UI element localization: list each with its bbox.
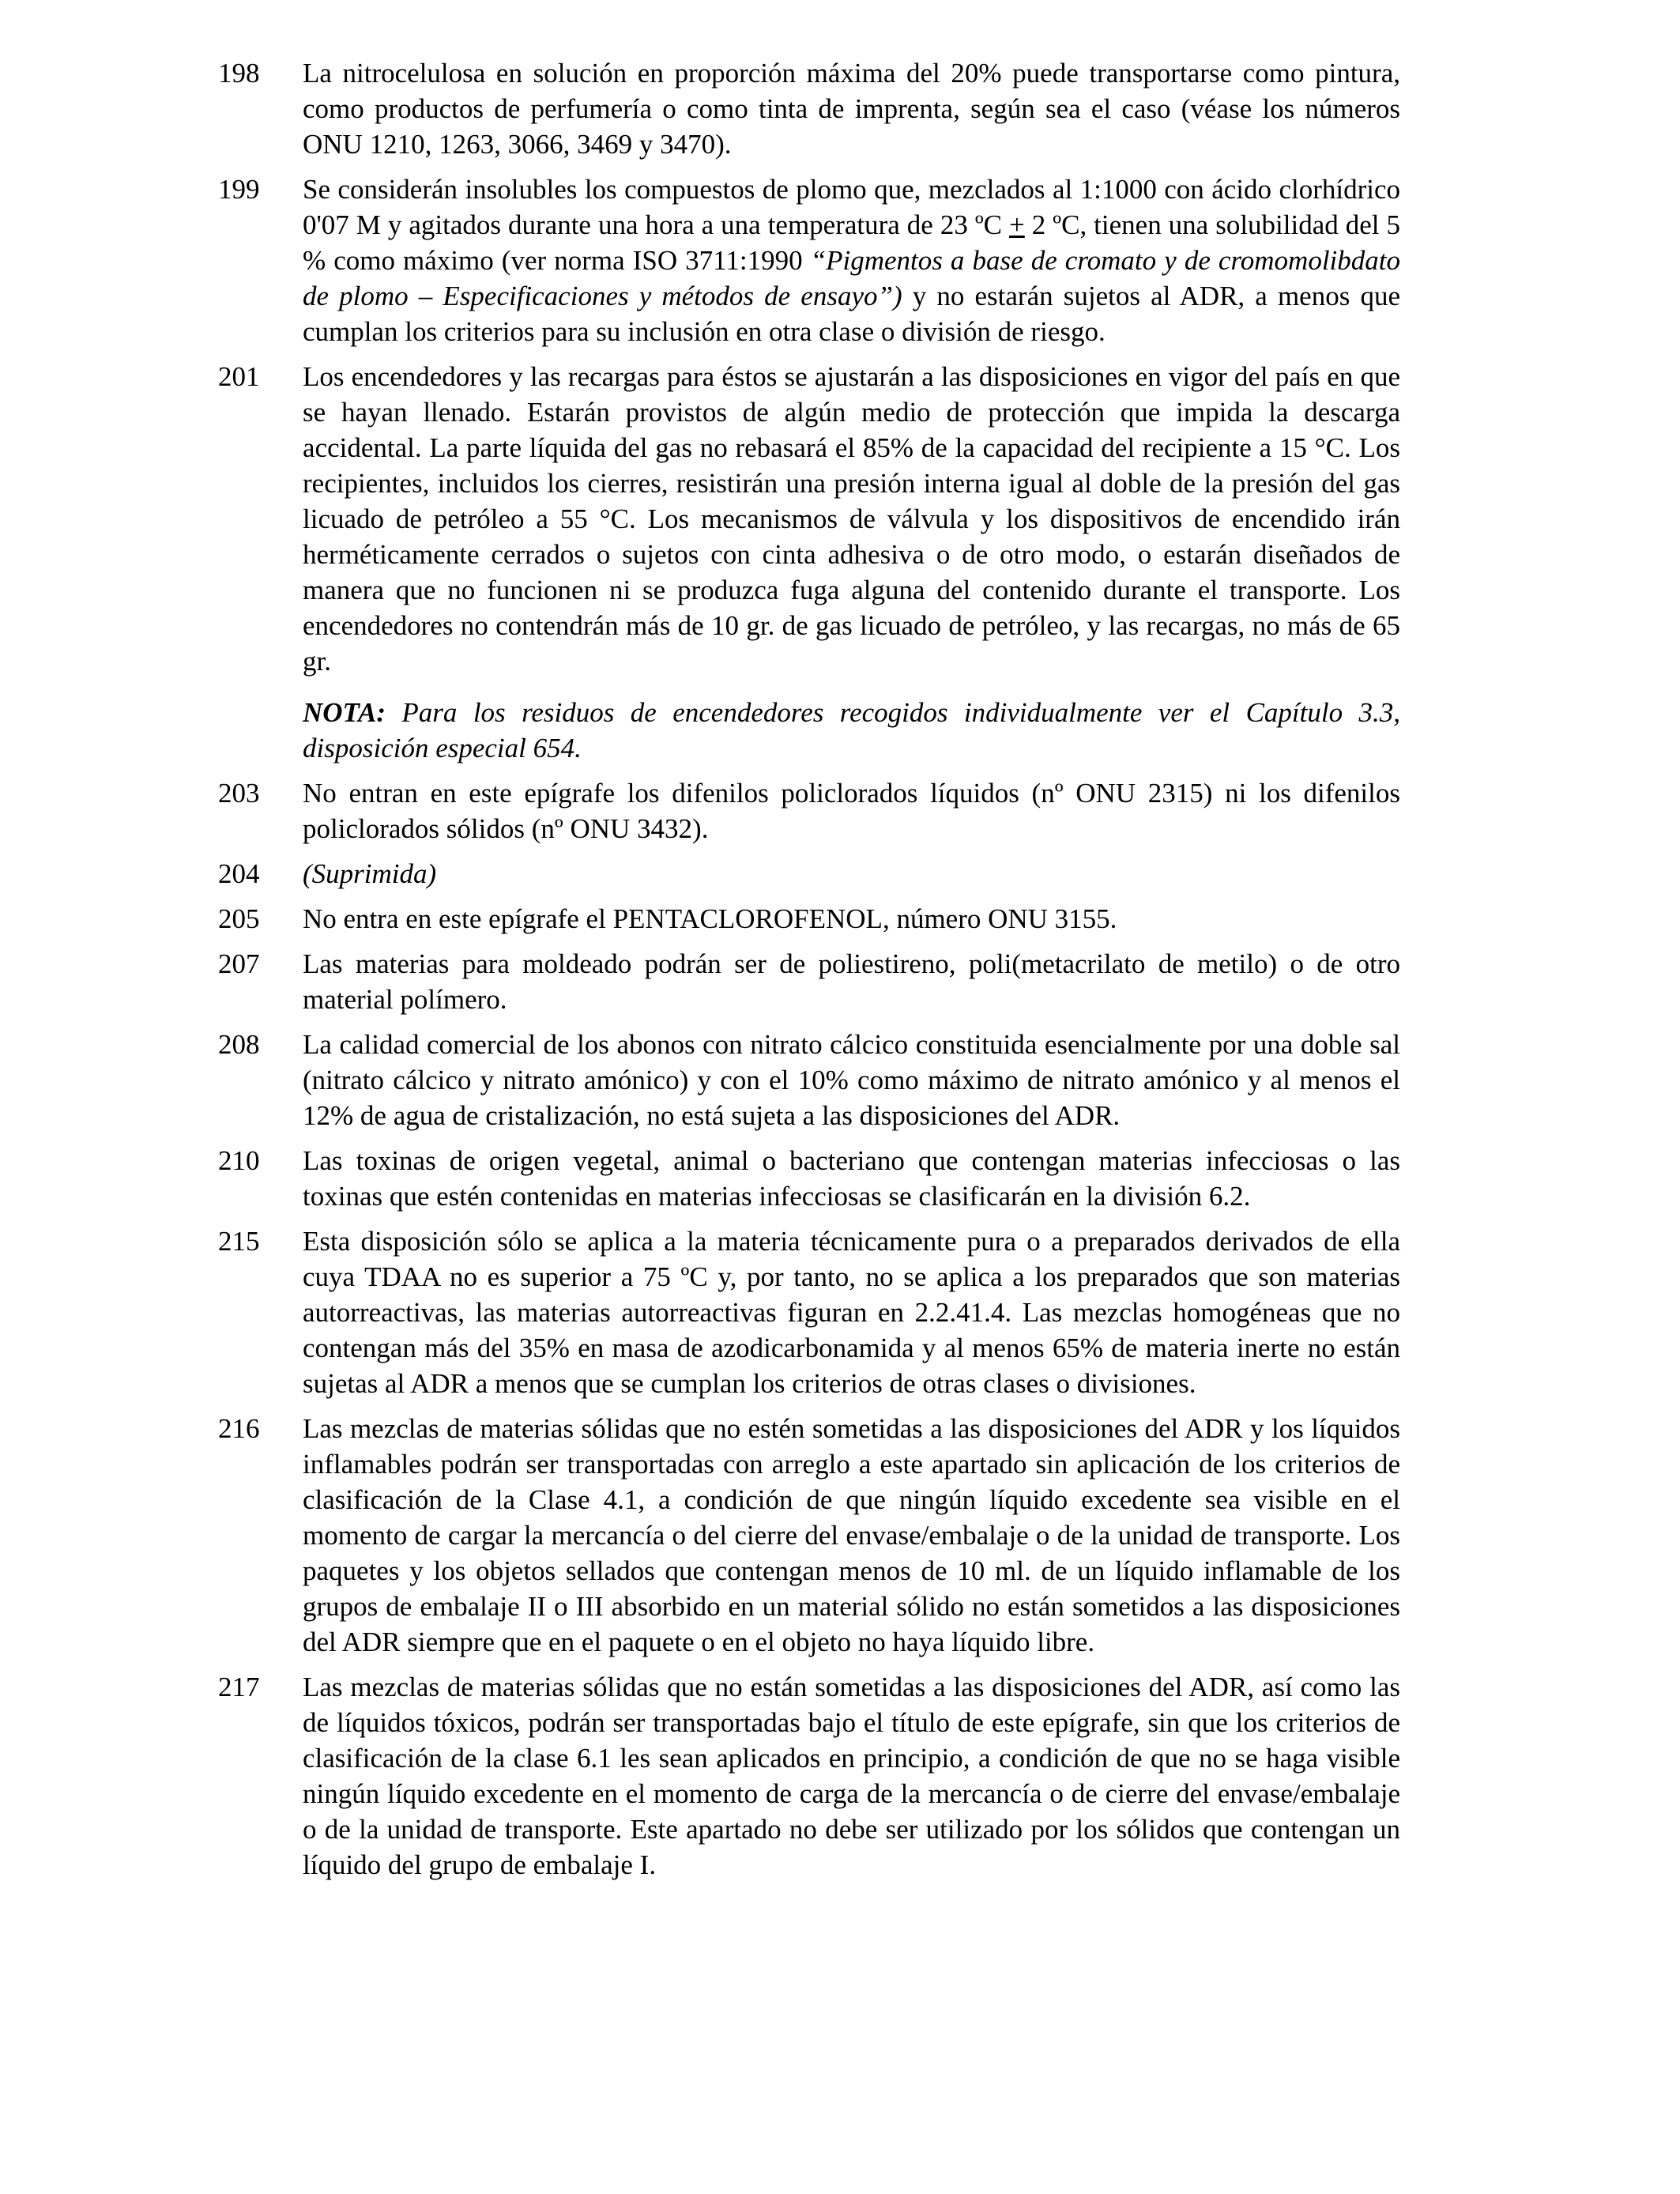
provision-body [303, 1669, 1400, 1883]
provision-body [303, 901, 1400, 937]
provision-number: 215 [218, 1226, 260, 1257]
provision-208 [218, 1027, 1400, 1133]
provision-204 [218, 856, 1400, 892]
special-provisions-list [218, 55, 1400, 1892]
provision-text-part: y no estarán sujetos al ADR, a menos que cumplan los criterios para su inclusión en otra clase o división de riesgo. [303, 281, 1400, 347]
provision-201 [218, 359, 1400, 766]
provision-text: La nitrocelulosa en solución en proporción máxima del 20% puede transportarse como pintura, como productos de perfumería o como tinta de imprenta, según sea el caso (véase los números ONU 1210, 1263, 3066, 3469 y 3470). [303, 58, 1400, 160]
provision-216 [218, 1411, 1400, 1660]
provision-text [303, 172, 1400, 349]
provision-text: Los encendedores y las recargas para éstos se ajustarán a las disposiciones en vigor del país en que se hayan llenado. Estarán provistos de algún medio de protección que impida la descarga accidental. La parte líquida del gas no rebasará el 85% de la capacidad del recipiente a 15 °C. Los recipientes, incluidos los cierres, resistirán una presión interna igual al doble de la presión del gas licuado de petróleo a 55 °C. Los mecanismos de válvula y los dispositivos de encendido irán herméticamente cerrados o sujetos con cinta adhesiva o de otro modo, o estarán diseñados de manera que no funcionen ni se produzca fuga alguna del contenido durante el transporte. Los encendedores no contendrán más de 10 gr. de gas licuado de petróleo, y las recargas, no más de 65 gr. [303, 361, 1400, 677]
provision-number: 199 [218, 174, 260, 205]
standard-title: “Pigmentos a base de cromato y de cromomolibdato de plomo – Especificaciones y métodos de ensayo”) [303, 245, 1400, 311]
provision-number: 217 [218, 1672, 260, 1702]
provision-body [303, 55, 1400, 162]
provision-205 [218, 901, 1400, 937]
provision-note [303, 695, 1400, 766]
provision-217 [218, 1669, 1400, 1883]
provision-text: No entra en este epígrafe el PENTACLOROFENOL, número ONU 3155. [303, 903, 1117, 934]
provision-203 [218, 775, 1400, 846]
provision-body [303, 1223, 1400, 1401]
provision-number: 205 [218, 903, 260, 934]
provision-215 [218, 1223, 1400, 1401]
note-label: NOTA: [303, 697, 386, 728]
provision-body [303, 1027, 1400, 1133]
provision-number: 210 [218, 1145, 260, 1176]
provision-number: 216 [218, 1413, 260, 1444]
plus-minus-sign: + [1009, 209, 1025, 240]
provision-number: 198 [218, 58, 260, 89]
note-text: Para los residuos de encendedores recogidos individualmente ver el Capítulo 3.3, disposición especial 654. [303, 697, 1400, 763]
provision-body [303, 856, 1400, 892]
provision-body [303, 1411, 1400, 1660]
provision-207 [218, 946, 1400, 1017]
provision-text: Las mezclas de materias sólidas que no estén sometidas a las disposiciones del ADR y los líquidos inflamables podrán ser transportadas con arreglo a este apartado sin aplicación de los criterios de clasificación de la Clase 4.1, a condición de que ningún líquido excedente sea visible en el momento de cargar la mercancía o del cierre del envase/embalaje o de la unidad de transporte. Los paquetes y los objetos sellados que contengan menos de 10 ml. de un líquido inflamable de los grupos de embalaje II o III absorbido en un material sólido no están sometidos a las disposiciones del ADR siempre que en el paquete o en el objeto no haya líquido libre. [303, 1413, 1400, 1657]
provision-198 [218, 55, 1400, 162]
provision-210 [218, 1143, 1400, 1214]
provision-text: No entran en este epígrafe los difenilos policlorados líquidos (nº ONU 2315) ni los difenilos policlorados sólidos (nº ONU 3432). [303, 778, 1400, 844]
provision-text-part: Se considerán insolubles los compuestos de plomo que, mezclados al 1:1000 con ácido clorhídrico 0'07 M y agitados durante una hora a una temperatura de 23 ºC [303, 174, 1400, 240]
provision-number: 204 [218, 858, 260, 889]
provision-text: Esta disposición sólo se aplica a la materia técnicamente pura o a preparados derivados de ella cuya TDAA no es superior a 75 ºC y, por tanto, no se aplica a los preparados que son materias autorreactivas, las materias autorreactivas figuran en 2.2.41.4. Las mezclas homogéneas que no contengan más del 35% en masa de azodicarbonamida y al menos 65% de materia inerte no están sujetas al ADR a menos que se cumplan los criterios de otras clases o divisiones. [303, 1226, 1400, 1399]
provision-body [303, 359, 1400, 766]
provision-number: 207 [218, 948, 260, 979]
provision-text-part: 2 ºC, tienen una solubilidad del 5 % como máximo (ver norma ISO 3711:1990 [303, 209, 1400, 276]
provision-number: 208 [218, 1029, 260, 1060]
provision-number: 201 [218, 361, 260, 392]
provision-text: Las materias para moldeado podrán ser de poliestireno, poli(metacrilato de metilo) o de otro material polímero. [303, 948, 1400, 1015]
provision-body [303, 172, 1400, 349]
provision-text: La calidad comercial de los abonos con nitrato cálcico constituida esencialmente por una doble sal (nitrato cálcico y nitrato amónico) y con el 10% como máximo de nitrato amónico y al menos el 12% de agua de cristalización, no está sujeta a las disposiciones del ADR. [303, 1029, 1400, 1131]
provision-body [303, 946, 1400, 1017]
provision-text: Las mezclas de materias sólidas que no están sometidas a las disposiciones del ADR, así como las de líquidos tóxicos, podrán ser transportadas bajo el título de este epígrafe, sin que los criterios de clasificación de la clase 6.1 les sean aplicados en principio, a condición de que no se haga visible ningún líquido excedente en el momento de carga de la mercancía o de cierre del envase/embalaje o de la unidad de transporte. Este apartado no debe ser utilizado por los sólidos que contengan un líquido del grupo de embalaje I. [303, 1672, 1400, 1880]
provision-text: Las toxinas de origen vegetal, animal o bacteriano que contengan materias infecciosas o las toxinas que estén contenidas en materias infecciosas se clasificarán en la división 6.2. [303, 1145, 1400, 1212]
provision-number: 203 [218, 778, 260, 809]
provision-body [303, 1143, 1400, 1214]
provision-text: (Suprimida) [303, 858, 437, 889]
provision-body [303, 775, 1400, 846]
provision-199 [218, 172, 1400, 349]
